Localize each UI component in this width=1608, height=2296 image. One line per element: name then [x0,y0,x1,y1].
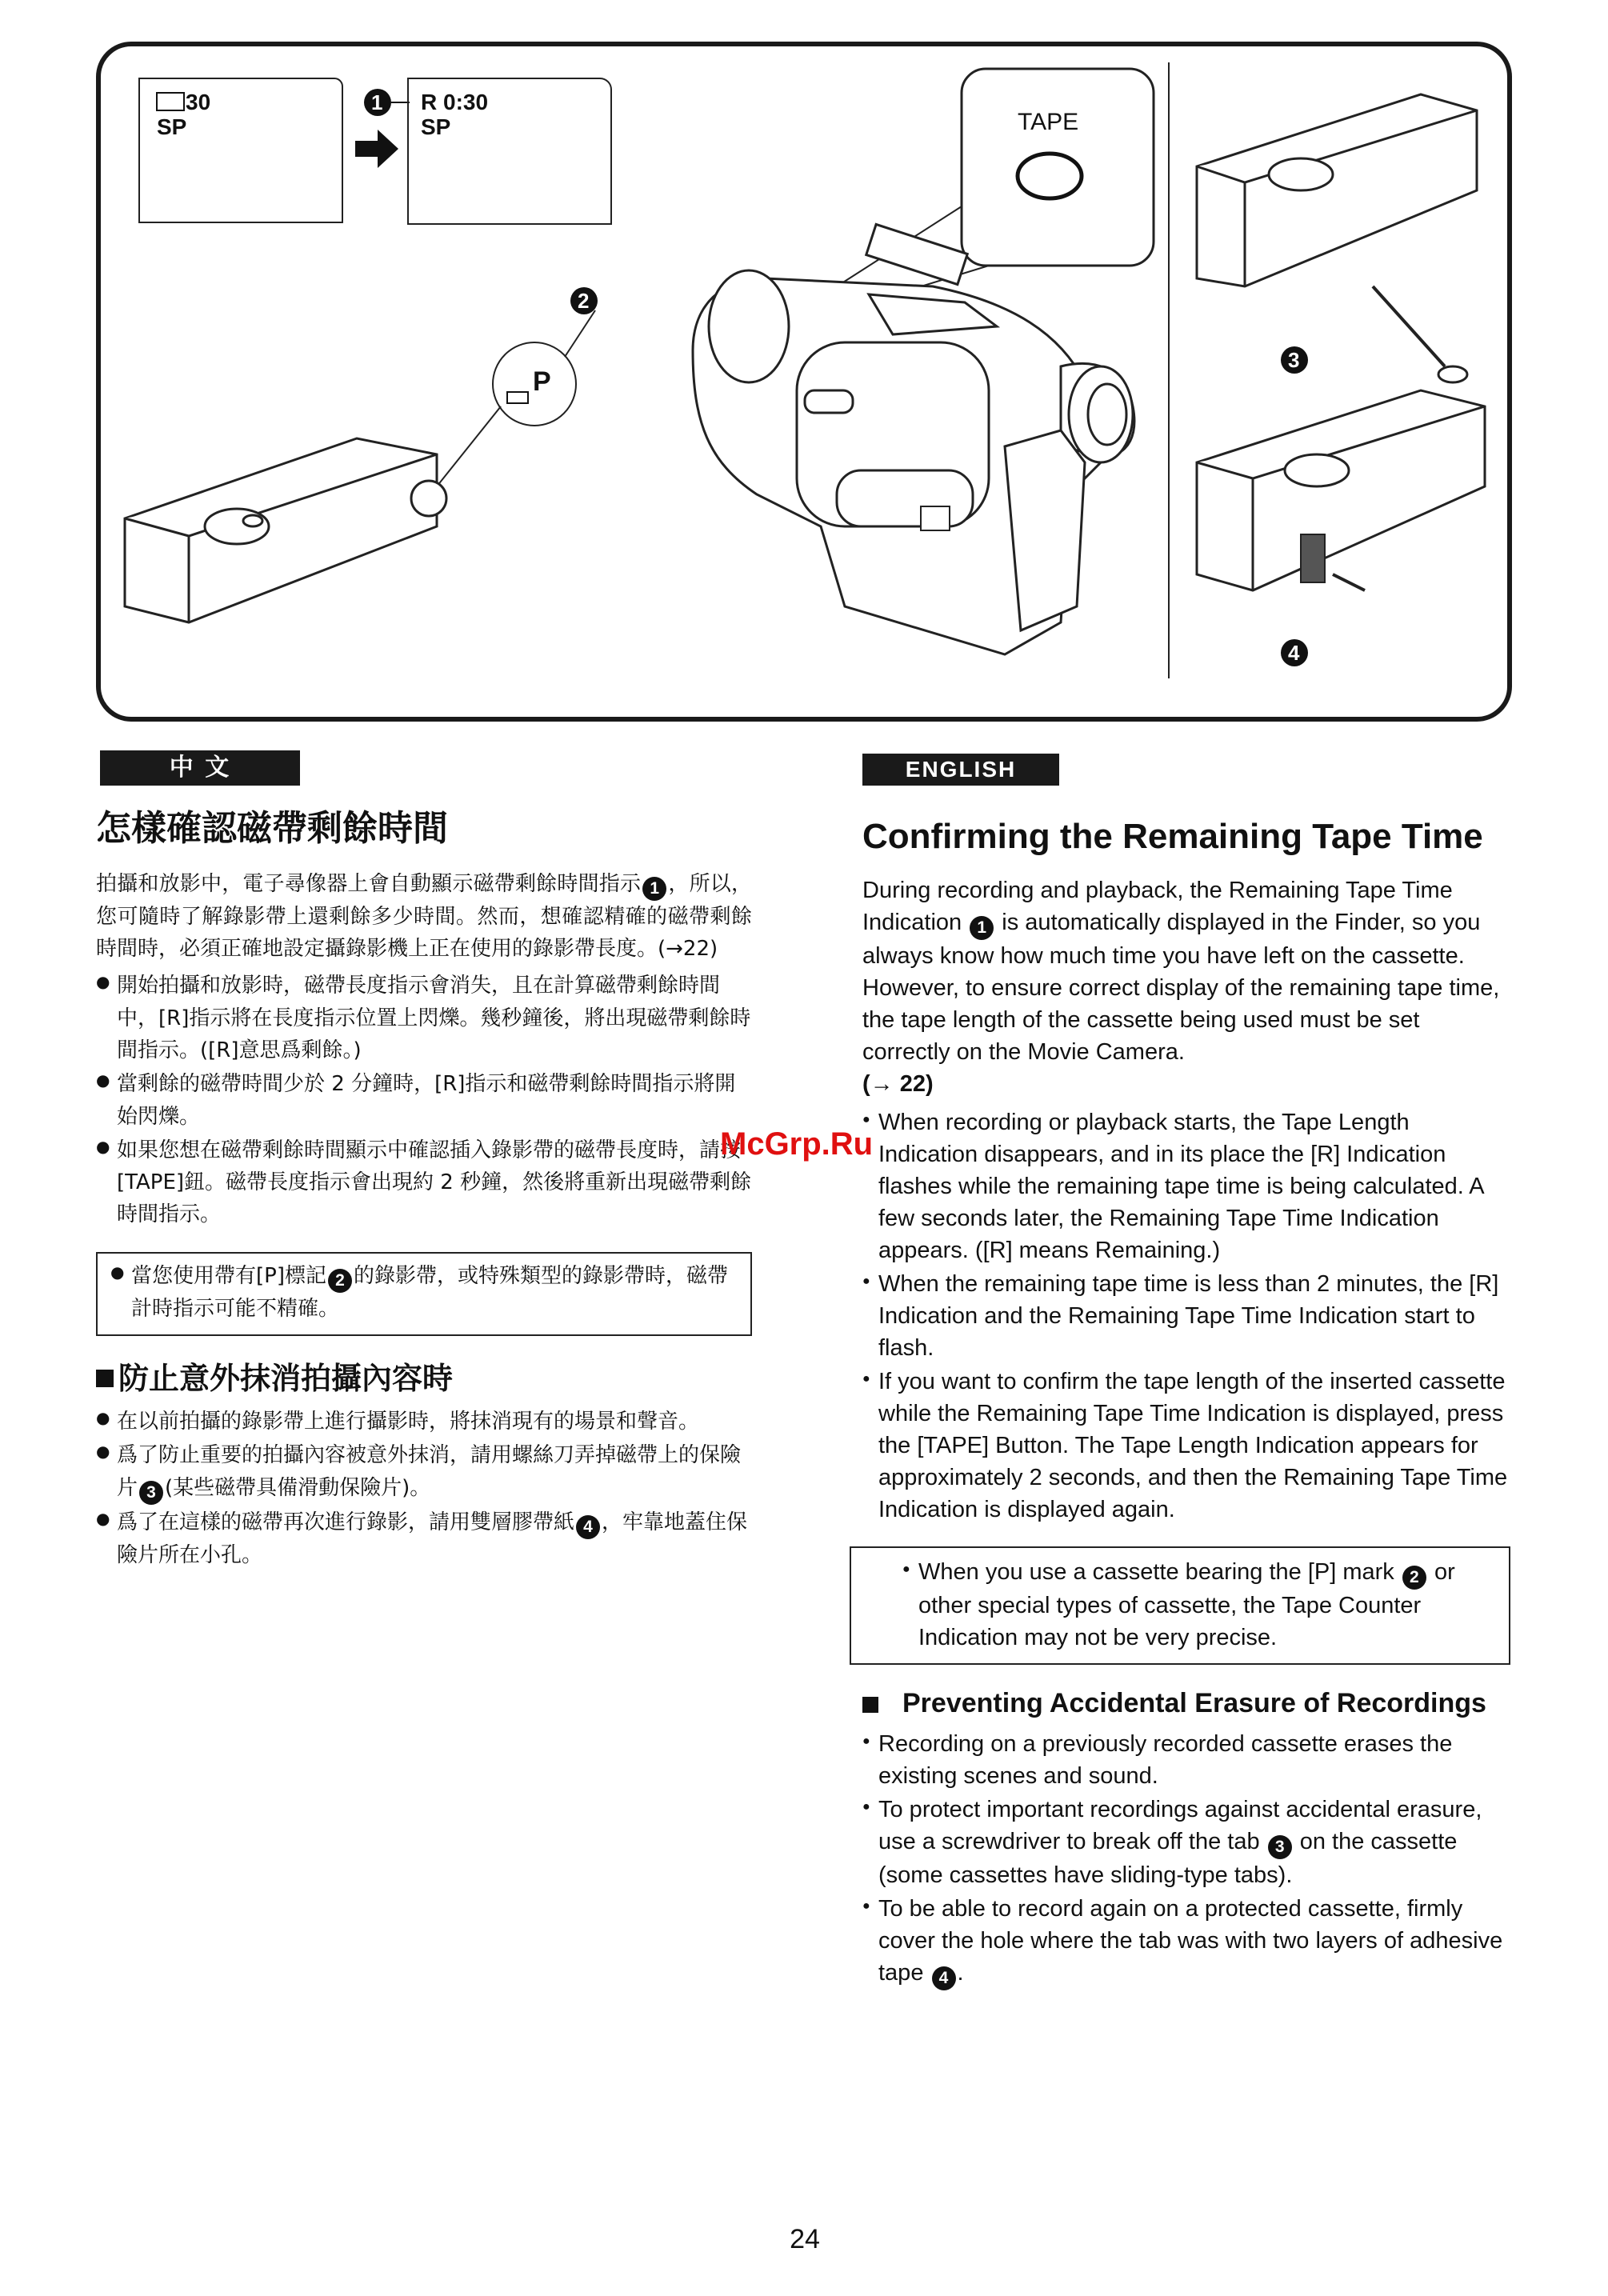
tape-button-label: TAPE [1018,109,1079,135]
chinese-bullet-list [96,970,752,1230]
cassette-tape-cover-icon [1197,390,1485,666]
lcd-mode-after: SP [421,114,451,139]
list-item: ● 爲了防止重要的拍攝內容被意外抹消，請用螺絲刀弄掉磁帶上的保險片 3 (某些磁帶具備滑動保險片)。 [96,1439,752,1504]
callout-1 [364,89,410,116]
camcorder-illustration [101,46,1517,726]
callout-3-icon: 3 [139,1481,163,1505]
callout-1-icon: 1 [642,877,666,901]
arrow-right-icon [355,130,398,168]
tape-button-callout [837,69,1154,302]
english-column [862,814,1510,1992]
chinese-column [96,808,752,1573]
list-item: ● 在以前拍攝的錄影帶上進行攝影時，將抹消現有的場景和聲音。 [96,1406,752,1438]
callout-3-icon: 3 [1268,1835,1292,1859]
callout-1-icon: 1 [970,916,994,940]
list-item: ● 當剩餘的磁帶時間少於 2 分鐘時，[R]指示和磁帶剩餘時間指示將開始閃爍。 [96,1068,752,1133]
camcorder-icon [693,224,1134,654]
svg-text:2: 2 [578,289,590,313]
list-item: ● Recording on a previously recorded cassette erases the existing scenes and sound. [862,1728,1510,1792]
page-number: 24 [790,2224,820,2254]
cassette-left-icon [125,438,446,622]
list-item: ● To protect important recordings against accidental erasure, use a screwdriver to break off the tab 3 on the cassette (some cassettes have sliding-type tabs). [862,1794,1510,1891]
english-erasure-list [862,1728,1510,1990]
list-item: ● When the remaining tape time is less than 2 minutes, the [R] Indication and the Remaining Tape Time Indication start to flash. [862,1268,1510,1364]
english-subheading: Preventing Accidental Erasure of Recordings [862,1686,1510,1721]
english-title: Confirming the Remaining Tape Time [862,817,1483,856]
list-item: ● When you use a cassette bearing the [P] mark 2 or other special types of cassette, the Tape Counter Indication may not be very precise. [902,1556,1498,1654]
list-item: ● 開始拍攝和放影時，磁帶長度指示會消失，且在計算磁帶剩餘時間中，[R]指示將在長度指示位置上閃爍。幾秒鐘後，將出現磁帶剩餘時間指示。([R]意思爲剩餘。) [96,970,752,1066]
callout-2-icon: 2 [1402,1566,1426,1590]
list-item: ● When recording or playback starts, the Tape Length Indication disappears, and in its place the [R] Indication flashes while the remaining tape time is being calculated. A few seconds later, the Remaining Tape Time Indication appears. ([R] means Remaining.) [862,1106,1510,1266]
chinese-note-box [96,1252,752,1336]
svg-text:3: 3 [1288,348,1300,372]
chinese-intro: 拍攝和放影中，電子尋像器上會自動顯示磁帶剩餘時間指示 1 ，所以，您可隨時了解錄影帶上還剩餘多少時間。然而，想確認精確的磁帶剩餘時間時，必須正確地設定攝錄影機上正在使用的錄影帶長度。(→22) [96,871,752,962]
callout-4-icon: 4 [932,1966,956,1990]
square-bullet-icon [862,1697,878,1713]
lcd-display-after [408,78,611,224]
p-mark-label: P [533,366,551,397]
lcd-display-before [139,78,342,222]
callout-4-icon: 4 [576,1515,600,1539]
svg-text:4: 4 [1288,641,1300,665]
callout-2-icon: 2 [328,1269,352,1293]
illustration-frame [96,42,1512,722]
cassette-icon [157,93,184,110]
list-item: ● To be able to record again on a protected cassette, firmly cover the hole where the tab was with two layers of adhesive tape 4 . [862,1893,1510,1990]
lcd-counter-before: 30 [186,90,211,114]
square-bullet-icon [96,1370,114,1387]
svg-text:1: 1 [371,90,383,114]
lcd-counter-after: R 0:30 [421,90,489,114]
cassette-tab-removal-icon [1197,94,1477,382]
chinese-erasure-list [96,1406,752,1571]
page-reference: (→ 22) [862,1071,934,1098]
english-intro: During recording and playback, the Remaining Tape Time Indication 1 is automatically displayed in the Finder, so you always know how much time you have left on the cassette. However, to ensure correct display of the remaining tape time, the tape length of the cassette being used must be set correctly on the Movie Camera. (→ 22) [862,878,1500,1098]
list-item: ● 爲了在這樣的磁帶再次進行錄影，請用雙層膠帶紙 4 ，牢靠地蓋住保險片所在小孔。 [96,1506,752,1571]
lcd-mode-before: SP [157,114,187,139]
chinese-section-tag: 中 文 [100,750,300,786]
english-note-box [850,1546,1510,1665]
list-item: ● If you want to confirm the tape length of the inserted cassette while the Remaining Tape Time Indication is displayed, press the [TAPE] Button. The Tape Length Indication appears for approximately 2 seconds, and then the Remaining Tape Time Indication is displayed again. [862,1366,1510,1526]
tape-button-icon [1018,154,1082,198]
english-bullet-list [862,1106,1510,1526]
chinese-subheading: 防止意外抹消拍攝內容時 [96,1354,752,1398]
list-item: ● 如果您想在磁帶剩餘時間顯示中確認插入錄影帶的磁帶長度時，請按[TAPE]鈕。磁帶長度指示會出現約 2 秒鐘，然後將重新出現磁帶剩餘時間指示。 [96,1134,752,1231]
list-item: ● 當您使用帶有[P]標記 2 的錄影帶，或特殊類型的錄影帶時，磁帶計時指示可能不精確。 [110,1260,741,1325]
watermark: McGrp.Ru [720,1126,874,1162]
english-section-tag: ENGLISH [862,754,1059,786]
p-mark-callout [430,287,598,494]
chinese-title: 怎樣確認磁帶剩餘時間 [96,808,448,849]
